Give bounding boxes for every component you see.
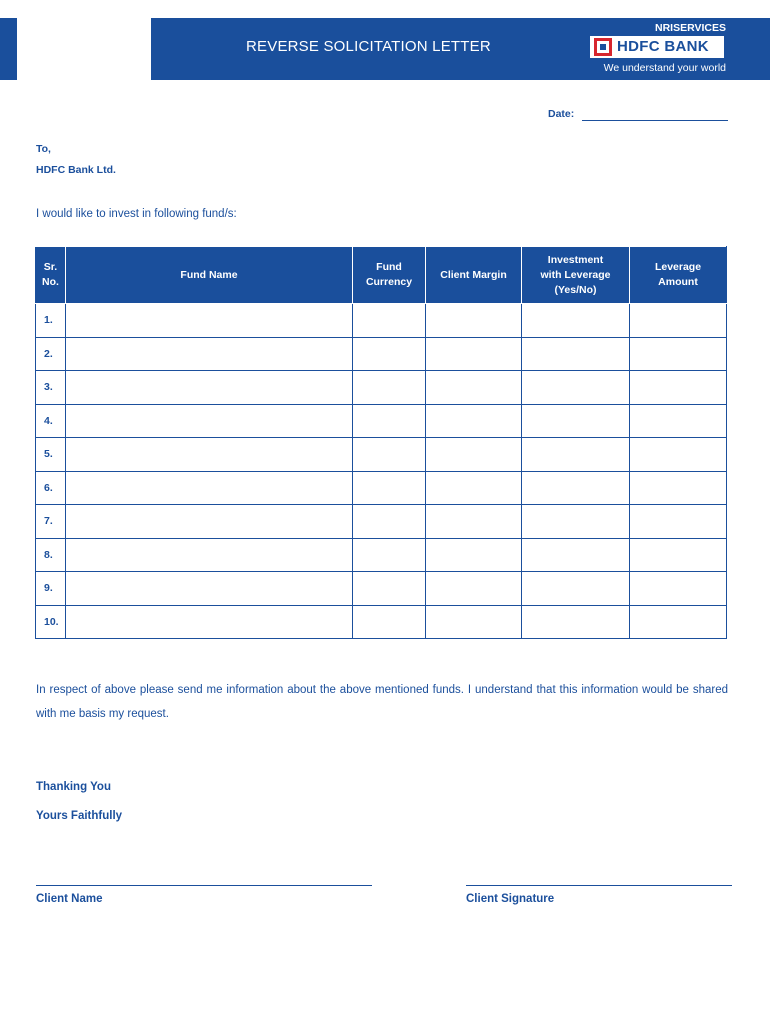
row-number: 6. xyxy=(36,471,66,505)
table-cell[interactable] xyxy=(426,505,522,539)
column-header: Leverage Amount xyxy=(630,247,727,304)
table-row xyxy=(36,605,727,639)
table-cell[interactable] xyxy=(66,471,353,505)
table-cell[interactable] xyxy=(353,572,426,606)
table-cell[interactable] xyxy=(426,371,522,405)
column-header: Investment with Leverage (Yes/No) xyxy=(522,247,630,304)
intro-text: I would like to invest in following fund/s: xyxy=(36,208,237,220)
table-cell[interactable] xyxy=(66,404,353,438)
row-number: 7. xyxy=(36,505,66,539)
table-cell[interactable] xyxy=(353,337,426,371)
bank-tagline: We understand your world xyxy=(603,62,726,74)
yours-faithfully: Yours Faithfully xyxy=(36,810,123,822)
recipient-name: HDFC Bank Ltd. xyxy=(36,164,116,176)
row-number: 8. xyxy=(36,538,66,572)
fund-table xyxy=(35,246,727,639)
table-cell[interactable] xyxy=(630,505,727,539)
table-cell[interactable] xyxy=(66,438,353,472)
bank-name: HDFC BANK xyxy=(617,38,709,55)
table-cell[interactable] xyxy=(426,572,522,606)
brand-subtitle: NRISERVICES xyxy=(655,22,726,34)
table-cell[interactable] xyxy=(66,538,353,572)
row-number: 3. xyxy=(36,371,66,405)
row-number: 9. xyxy=(36,572,66,606)
date-field[interactable] xyxy=(582,120,728,121)
table-row xyxy=(36,337,727,371)
hdfc-logo-icon xyxy=(594,38,612,56)
table-cell[interactable] xyxy=(426,471,522,505)
table-cell[interactable] xyxy=(353,538,426,572)
table-cell[interactable] xyxy=(630,572,727,606)
table-cell[interactable] xyxy=(353,404,426,438)
table-cell[interactable] xyxy=(66,337,353,371)
table-cell[interactable] xyxy=(353,304,426,338)
column-header: Client Margin xyxy=(426,247,522,304)
table-cell[interactable] xyxy=(630,438,727,472)
table-cell[interactable] xyxy=(426,304,522,338)
table-row xyxy=(36,505,727,539)
table-cell[interactable] xyxy=(522,605,630,639)
table-cell[interactable] xyxy=(630,404,727,438)
table-row xyxy=(36,572,727,606)
table-cell[interactable] xyxy=(66,505,353,539)
table-cell[interactable] xyxy=(66,605,353,639)
client-name-field[interactable] xyxy=(36,885,372,886)
table-cell[interactable] xyxy=(426,337,522,371)
table-cell[interactable] xyxy=(522,471,630,505)
client-name-label: Client Name xyxy=(36,893,103,905)
table-cell[interactable] xyxy=(426,605,522,639)
table-cell[interactable] xyxy=(426,404,522,438)
table-cell[interactable] xyxy=(630,337,727,371)
table-row xyxy=(36,371,727,405)
table-cell[interactable] xyxy=(426,438,522,472)
table-cell[interactable] xyxy=(522,371,630,405)
table-row xyxy=(36,438,727,472)
table-cell[interactable] xyxy=(630,371,727,405)
column-header: Sr. No. xyxy=(36,247,66,304)
client-signature-label: Client Signature xyxy=(466,893,555,905)
left-header-tab xyxy=(0,18,17,80)
page-title: REVERSE SOLICITATION LETTER xyxy=(246,38,491,55)
table-row xyxy=(36,538,727,572)
table-cell[interactable] xyxy=(522,337,630,371)
row-number: 5. xyxy=(36,438,66,472)
table-cell[interactable] xyxy=(353,471,426,505)
table-row xyxy=(36,471,727,505)
table-cell[interactable] xyxy=(66,304,353,338)
column-header: Fund Name xyxy=(66,247,353,304)
thanking-you: Thanking You xyxy=(36,781,111,793)
column-header: Fund Currency xyxy=(353,247,426,304)
table-cell[interactable] xyxy=(66,572,353,606)
date-label: Date: xyxy=(548,108,575,120)
row-number: 1. xyxy=(36,304,66,338)
table-cell[interactable] xyxy=(522,572,630,606)
bank-logo xyxy=(590,36,724,58)
table-cell[interactable] xyxy=(66,371,353,405)
table-cell[interactable] xyxy=(353,438,426,472)
request-paragraph: In respect of above please send me information about the above mentioned funds. I understand that this information would be shared with me basis my request. xyxy=(36,684,728,720)
table-cell[interactable] xyxy=(426,538,522,572)
row-number: 10. xyxy=(36,605,66,639)
table-cell[interactable] xyxy=(630,605,727,639)
table-cell[interactable] xyxy=(522,304,630,338)
table-cell[interactable] xyxy=(353,505,426,539)
table-header-row xyxy=(36,247,727,304)
table-cell[interactable] xyxy=(630,304,727,338)
table-row xyxy=(36,404,727,438)
table-cell[interactable] xyxy=(353,371,426,405)
table-cell[interactable] xyxy=(522,538,630,572)
row-number: 4. xyxy=(36,404,66,438)
row-number: 2. xyxy=(36,337,66,371)
table-row xyxy=(36,304,727,338)
table-cell[interactable] xyxy=(522,438,630,472)
client-signature-field[interactable] xyxy=(466,885,732,886)
table-cell[interactable] xyxy=(353,605,426,639)
table-cell[interactable] xyxy=(522,404,630,438)
table-cell[interactable] xyxy=(522,505,630,539)
table-cell[interactable] xyxy=(630,471,727,505)
address-to: To, xyxy=(36,143,51,155)
table-cell[interactable] xyxy=(630,538,727,572)
